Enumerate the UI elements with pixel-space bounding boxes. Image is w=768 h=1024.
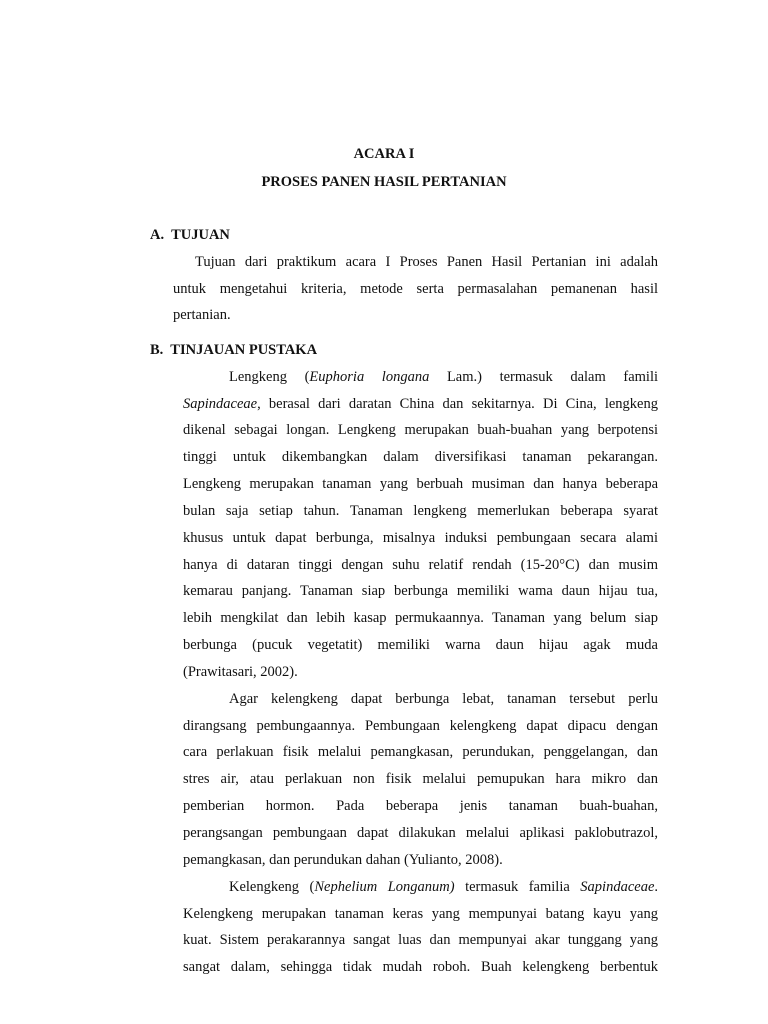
paragraph-line: kemarau panjang. Tanaman siap berbunga memiliki wama daun hijau tua, [183,583,658,599]
paragraph-line: kuat. Sistem perakarannya sangat luas dan mempunyai akar tunggang yang [183,932,658,948]
paragraph-line: pemberian hormon. Pada beberapa jenis tanaman buah-buahan, [183,798,658,814]
paragraph-line: untuk mengetahui kriteria, metode serta permasalahan pemanenan hasil [173,281,658,297]
paragraph-line: cara perlakuan fisik melalui pemangkasan, perundukan, penggelangan, dan [183,744,658,760]
paragraph-line: Sapindaceae, berasal dari daratan China dan sekitarnya. Di Cina, lengkeng [183,396,658,412]
family-name: Sapindaceae [580,879,655,895]
title-acara: ACARA I [353,146,415,162]
paragraph-line: dikenal sebagai longan. Lengkeng merupakan buah-buahan yang berpotensi [183,422,658,438]
paragraph-line: lebih mengkilat dan lebih kasap permukaannya. Tanaman yang belum siap [183,610,658,626]
heading-tinjauan-pustaka: B. TINJAUAN PUSTAKA [150,342,318,358]
paragraph-line: Kelengkeng merupakan tanaman keras yang mempunyai batang kayu yang [183,906,658,922]
paragraph-line: Agar kelengkeng dapat berbunga lebat, tanaman tersebut perlu [229,691,658,707]
paragraph-line: pemangkasan, dan perundukan dahan (Yulianto, 2008). [183,852,503,868]
paragraph-line: bulan saja setiap tahun. Tanaman lengkeng memerlukan beberapa syarat [183,503,658,519]
paragraph-line: Lengkeng (Euphoria longana Lam.) termasuk dalam famili [229,369,659,385]
title-proses-panen: PROSES PANEN HASIL PERTANIAN [261,174,507,190]
paragraph-line: stres air, atau perlakuan non fisik melalui pemupukan hara mikro dan [183,771,658,787]
paragraph-line: khusus untuk dapat berbunga, misalnya induksi pembungaan secara alami [183,530,658,546]
paragraph-line: Tujuan dari praktikum acara I Proses Panen Hasil Pertanian ini adalah [195,254,658,270]
paragraph-line: tinggi untuk dikembangkan dalam diversifikasi tanaman pekarangan. [183,449,658,465]
paragraph-line: Lengkeng merupakan tanaman yang berbuah musiman dan hanya beberapa [183,476,658,492]
paragraph-line: hanya di dataran tinggi dengan suhu relatif rendah (15-20°C) dan musim [183,557,658,573]
paragraph-line: perangsangan pembungaan dapat dilakukan melalui aplikasi paklobutrazol, [183,825,658,841]
paragraph-line: (Prawitasari, 2002). [183,664,298,680]
paragraph-line: berbunga (pucuk vegetatit) memiliki warna daun hijau agak muda [183,637,658,653]
scientific-name: Euphoria longana [309,369,430,385]
paragraph-line: pertanian. [173,307,231,323]
heading-tujuan: A. TUJUAN [150,227,230,243]
scientific-name: Nephelium Longanum) [314,879,455,895]
paragraph-line: Kelengkeng (Nephelium Longanum) termasuk familia Sapindaceae. [229,879,659,895]
family-name: Sapindaceae [183,396,258,412]
paragraph-line: sangat dalam, sehingga tidak mudah roboh. Buah kelengkeng berbentuk [183,959,658,975]
paragraph-line: dirangsang pembungaannya. Pembungaan kelengkeng dapat dipacu dengan [183,718,658,734]
